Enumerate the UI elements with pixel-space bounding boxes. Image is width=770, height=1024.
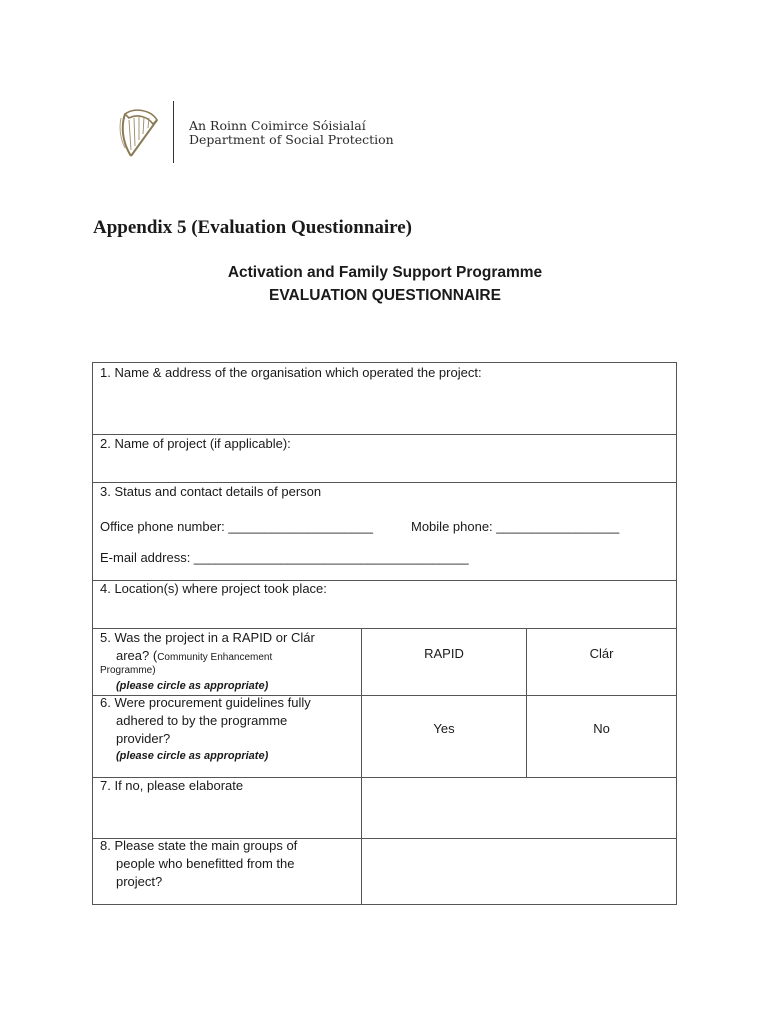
question-5-label-line2: area? (Community Enhancement: [116, 648, 273, 663]
question-4-answer-area[interactable]: [94, 599, 675, 627]
question-7-label: 7. If no, please elaborate: [100, 778, 244, 793]
questionnaire-table: [92, 362, 677, 905]
no-option[interactable]: No: [593, 721, 610, 736]
office-phone-field[interactable]: Office phone number: ____________________: [100, 519, 373, 534]
question-5-label-line3: Programme): [100, 665, 156, 676]
question-6-label-line2: adhered to by the programme: [116, 713, 288, 728]
question-5-note: (please circle as appropriate): [116, 680, 269, 692]
harp-emblem-icon: [117, 108, 161, 160]
question-1-label: 1. Name & address of the organisation which operated the project:: [100, 365, 482, 380]
question-2-label: 2. Name of project (if applicable):: [100, 436, 291, 451]
question-2-answer-area[interactable]: [94, 454, 675, 481]
rapid-option[interactable]: RAPID: [424, 646, 464, 661]
question-8-label-line2: people who benefitted from the: [116, 856, 295, 871]
mobile-phone-field[interactable]: Mobile phone: _________________: [411, 519, 620, 534]
question-8-answer-area[interactable]: [362, 839, 675, 904]
questionnaire-title: EVALUATION QUESTIONNAIRE: [269, 287, 501, 304]
question-4-label: 4. Location(s) where project took place:: [100, 581, 327, 596]
programme-title: Activation and Family Support Programme: [227, 264, 543, 281]
question-6-note: (please circle as appropriate): [116, 750, 269, 762]
yes-option[interactable]: Yes: [433, 721, 455, 736]
question-8-label-line3: project?: [116, 874, 163, 889]
clar-option[interactable]: Clár: [589, 646, 614, 661]
question-3-label: 3. Status and contact details of person: [100, 484, 322, 499]
question-1-answer-area[interactable]: [94, 383, 675, 433]
email-field[interactable]: E-mail address: ______________________________________: [100, 550, 469, 565]
department-name-english: Department of Social Protection: [189, 132, 394, 147]
question-8-label: 8. Please state the main groups of: [100, 838, 298, 853]
appendix-title: Appendix 5 (Evaluation Questionnaire): [93, 217, 413, 238]
logo-divider: [173, 101, 174, 163]
question-5-label: 5. Was the project in a RAPID or Clár: [100, 630, 315, 645]
question-7-answer-area[interactable]: [362, 778, 675, 837]
department-name-irish: An Roinn Coimirce Sóisialaí: [189, 118, 366, 133]
question-6-label: 6. Were procurement guidelines fully: [100, 695, 311, 710]
question-6-label-line3: provider?: [116, 731, 171, 746]
